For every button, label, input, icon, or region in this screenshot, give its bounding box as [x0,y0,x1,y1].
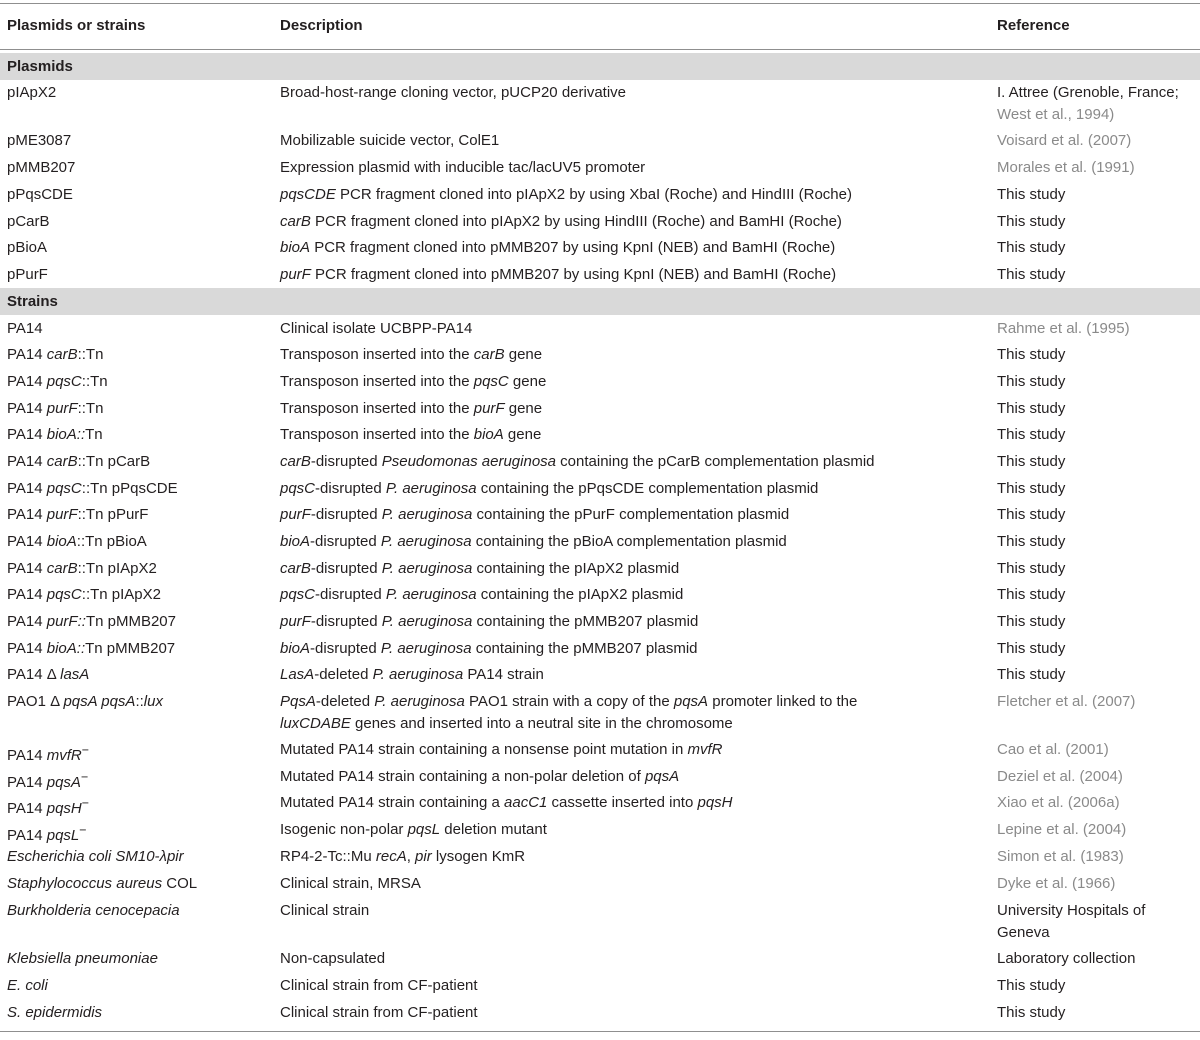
strain-description: Clinical strain [280,902,370,919]
reference-link[interactable]: Rahme et al. (1995) [997,320,1130,337]
reference-link[interactable]: Voisard et al. (2007) [997,132,1132,149]
reference: This study [997,666,1066,683]
strain-description: Non-capsulated [280,950,386,967]
strain-name: PA14 Δ lasA [7,666,90,683]
reference: This study [997,506,1066,523]
strain-description: pqsC-disrupted P. aeruginosa containing the pIApX2 plasmid [280,586,684,603]
header-reference: Reference [997,17,1070,34]
strain-name: PAO1 Δ pqsA pqsA::lux [7,693,163,710]
strain-description: Clinical strain, MRSA [280,875,421,892]
reference: This study [997,453,1066,470]
reference: This study [997,239,1066,256]
reference: This study [997,977,1066,994]
plasmid-name: pPurF [7,266,48,283]
strain-description: Mutated PA14 strain containing a aacC1 cassette inserted into pqsH [280,794,733,811]
reference: This study [997,586,1066,603]
plasmid-description: carB PCR fragment cloned into pIApX2 by using HindIII (Roche) and BamHI (Roche) [280,213,842,230]
reference-link[interactable]: Morales et al. (1991) [997,159,1135,176]
reference-link[interactable]: Fletcher et al. (2007) [997,693,1136,710]
reference: This study [997,266,1066,283]
reference: This study [997,613,1066,630]
reference: This study [997,640,1066,657]
reference-text: I. Attree (Grenoble, France; [997,84,1179,101]
plasmid-name: pPqsCDE [7,186,73,203]
strain-description: bioA-disrupted P. aeruginosa containing the pMMB207 plasmid [280,640,698,657]
reference: This study [997,426,1066,443]
plasmid-name: pMMB207 [7,159,76,176]
reference-link[interactable]: Simon et al. (1983) [997,848,1124,865]
reference: University Hospitals of Geneva [997,902,1146,941]
strain-name: PA14 [7,320,43,337]
strain-name: Staphylococcus aureus COL [7,875,198,892]
reference: Laboratory collection [997,950,1136,967]
strain-name: PA14 bioA::Tn [7,426,103,443]
strain-name: PA14 pqsA− [7,770,89,791]
plasmid-description: bioA PCR fragment cloned into pMMB207 by using KpnI (NEB) and BamHI (Roche) [280,239,836,256]
reference: This study [997,1004,1066,1021]
plasmid-description: Expression plasmid with inducible tac/lacUV5 promoter [280,159,646,176]
reference: This study [997,400,1066,417]
strain-name: PA14 carB::Tn [7,346,104,363]
strain-description: LasA-deleted P. aeruginosa PA14 strain [280,666,544,683]
strain-name: E. coli [7,977,48,994]
reference-link[interactable]: Xiao et al. (2006a) [997,794,1120,811]
plasmid-description: purF PCR fragment cloned into pMMB207 by using KpnI (NEB) and BamHI (Roche) [280,266,837,283]
strain-description: Mutated PA14 strain containing a nonsense point mutation in mvfR [280,741,723,758]
strain-name: PA14 purF::Tn pPurF [7,506,149,523]
plasmid-description: Broad-host-range cloning vector, pUCP20 derivative [280,84,627,101]
strain-name: PA14 pqsC::Tn pPqsCDE [7,480,178,497]
reference: This study [997,533,1066,550]
strain-description: Transposon inserted into the bioA gene [280,426,542,443]
reference: This study [997,560,1066,577]
plasmid-name: pCarB [7,213,50,230]
strain-name: S. epidermidis [7,1004,103,1021]
plasmid-name: pME3087 [7,132,72,149]
strain-name: Burkholderia cenocepacia [7,902,180,919]
plasmid-description: Mobilizable suicide vector, ColE1 [280,132,500,149]
strain-name: PA14 pqsH− [7,796,90,817]
table-row [0,691,1200,735]
top-rule [0,3,1200,4]
strain-description: purF-disrupted P. aeruginosa containing the pPurF complementation plasmid [280,506,790,523]
plasmid-name: pIApX2 [7,84,57,101]
strain-description: Clinical strain from CF-patient [280,977,478,994]
header-description: Description [280,17,363,34]
strain-name: PA14 carB::Tn pIApX2 [7,560,157,577]
strain-description: Mutated PA14 strain containing a non-polar deletion of pqsA [280,768,680,785]
reference: This study [997,186,1066,203]
table-row [0,82,1200,126]
section-label: Plasmids [7,58,73,75]
section-label: Strains [7,293,58,310]
strain-description: purF-disrupted P. aeruginosa containing the pMMB207 plasmid [280,613,699,630]
strain-name: PA14 pqsL− [7,823,87,844]
strain-description: Clinical strain from CF-patient [280,1004,478,1021]
reference-link[interactable]: West et al., 1994) [997,106,1115,123]
strain-description: carB-disrupted Pseudomonas aeruginosa containing the pCarB complementation plasmid [280,453,875,470]
reference-link[interactable]: Cao et al. (2001) [997,741,1109,758]
strain-description: bioA-disrupted P. aeruginosa containing the pBioA complementation plasmid [280,533,787,550]
table-row [0,900,1200,944]
reference-link[interactable]: Deziel et al. (2004) [997,768,1123,785]
plasmid-name: pBioA [7,239,48,256]
header-rule [0,49,1200,50]
strain-name: PA14 pqsC::Tn pIApX2 [7,586,161,603]
strain-description: PqsA-deleted P. aeruginosa PAO1 strain with a copy of the pqsA promoter linked to the luxCDABE genes and inserted into a neutral site in the chromosome [280,693,858,732]
strain-description: Transposon inserted into the purF gene [280,400,543,417]
reference [997,82,1197,126]
table-header-row [0,15,1200,39]
strain-name: Escherichia coli SM10-λpir [7,848,184,865]
strain-name: PA14 pqsC::Tn [7,373,108,390]
strain-description: carB-disrupted P. aeruginosa containing the pIApX2 plasmid [280,560,680,577]
section-row-plasmids [0,53,1200,80]
strain-description: Clinical isolate UCBPP-PA14 [280,320,473,337]
reference: This study [997,346,1066,363]
strain-description: Transposon inserted into the carB gene [280,346,543,363]
strain-name: PA14 bioA::Tn pBioA [7,533,147,550]
strain-name: PA14 purF::Tn [7,400,104,417]
reference: This study [997,373,1066,390]
reference-link[interactable]: Dyke et al. (1966) [997,875,1116,892]
strain-name: PA14 mvfR− [7,743,90,764]
strain-name: Klebsiella pneumoniae [7,950,158,967]
reference: This study [997,480,1066,497]
strain-name: PA14 carB::Tn pCarB [7,453,151,470]
strain-description: Transposon inserted into the pqsC gene [280,373,547,390]
strain-description: Isogenic non-polar pqsL deletion mutant [280,821,547,838]
bottom-rule [0,1031,1200,1032]
strain-description: RP4-2-Tc::Mu recA, pir lysogen KmR [280,848,526,865]
reference-link[interactable]: Lepine et al. (2004) [997,821,1127,838]
strain-name: PA14 bioA::Tn pMMB207 [7,640,176,657]
header-plasmids-or-strains: Plasmids or strains [7,17,146,34]
strain-description: pqsC-disrupted P. aeruginosa containing the pPqsCDE complementation plasmid [280,480,819,497]
strain-name: PA14 purF::Tn pMMB207 [7,613,176,630]
plasmid-description: pqsCDE PCR fragment cloned into pIApX2 by using XbaI (Roche) and HindIII (Roche) [280,186,852,203]
reference: This study [997,213,1066,230]
section-row-strains [0,288,1200,315]
